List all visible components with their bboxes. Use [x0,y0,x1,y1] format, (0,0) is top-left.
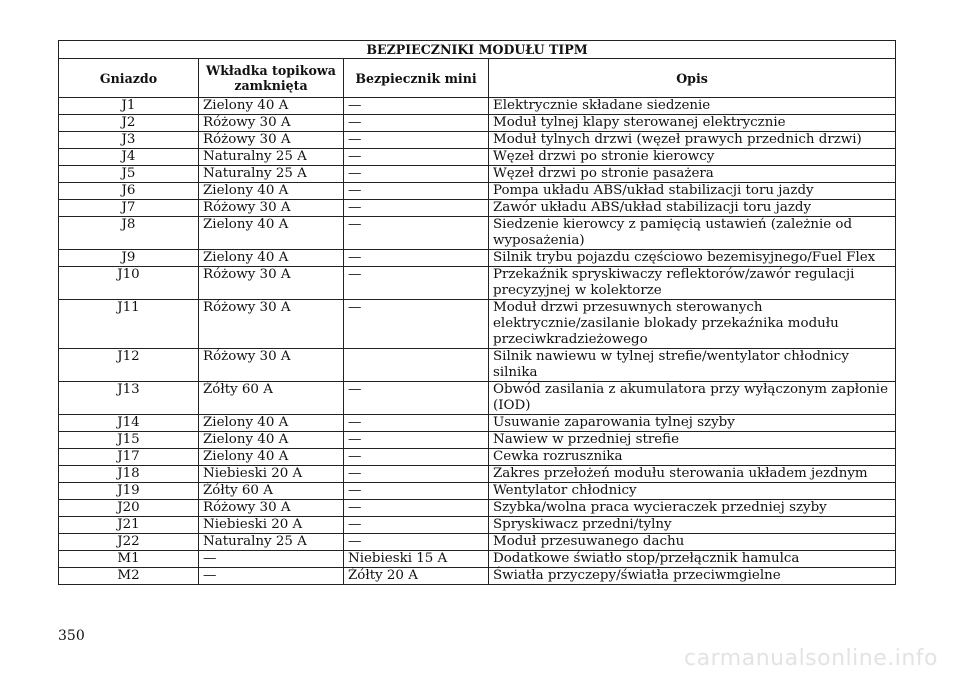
header-row [59,59,896,98]
cell-description: Węzeł drzwi po stronie pasażera [489,166,896,183]
cell-description: Elektrycznie składane siedzenie [489,98,896,115]
cell-description: Cewka rozrusznika [489,449,896,466]
cell-cartridge-fuse: Różowy 30 A [199,349,344,382]
cell-mini-fuse: — [344,200,489,217]
cell-description: Spryskiwacz przedni/tylny [489,517,896,534]
cell-socket: J1 [59,98,199,115]
table-title: BEZPIECZNIKI MODUŁU TIPM [59,41,896,59]
table-row [59,500,896,517]
cell-socket: J4 [59,149,199,166]
cell-socket: J6 [59,183,199,200]
cell-socket: J20 [59,500,199,517]
cell-description: Przekaźnik spryskiwaczy reflektorów/zawór regulacji precyzyjnej w kolektorze [489,267,896,300]
cell-mini-fuse: — [344,415,489,432]
cell-description: Obwód zasilania z akumulatora przy wyłączonym zapłonie (IOD) [489,382,896,415]
cell-cartridge-fuse: Zielony 40 A [199,217,344,250]
cell-mini-fuse: — [344,466,489,483]
page-number: 350 [58,628,85,644]
cell-cartridge-fuse: Zielony 40 A [199,250,344,267]
cell-description: Usuwanie zaparowania tylnej szyby [489,415,896,432]
cell-socket: J12 [59,349,199,382]
table-row [59,382,896,415]
cell-socket: J3 [59,132,199,149]
cell-mini-fuse: Niebieski 15 A [344,551,489,568]
cell-socket: M2 [59,568,199,585]
cell-cartridge-fuse: Niebieski 20 A [199,466,344,483]
cell-cartridge-fuse: Różowy 30 A [199,267,344,300]
header-cartridge-fuse: Wkładka topikowa zamknięta [199,59,344,98]
cell-cartridge-fuse: Zielony 40 A [199,415,344,432]
cell-description: Moduł przesuwanego dachu [489,534,896,551]
table-row [59,200,896,217]
cell-description: Silnik nawiewu w tylnej strefie/wentylator chłodnicy silnika [489,349,896,382]
cell-cartridge-fuse: Zielony 40 A [199,98,344,115]
fuse-rows [59,98,896,585]
table-row [59,534,896,551]
table-row [59,517,896,534]
table-row [59,568,896,585]
cell-description: Silnik trybu pojazdu częściowo bezemisyjnego/Fuel Flex [489,250,896,267]
table-row [59,250,896,267]
table-row [59,183,896,200]
cell-cartridge-fuse: Zielony 40 A [199,432,344,449]
table-row [59,432,896,449]
cell-mini-fuse: — [344,115,489,132]
cell-mini-fuse: — [344,483,489,500]
cell-mini-fuse: Żółty 20 A [344,568,489,585]
cell-mini-fuse: — [344,432,489,449]
cell-description: Zakres przełożeń modułu sterowania układem jezdnym [489,466,896,483]
cell-cartridge-fuse: Naturalny 25 A [199,166,344,183]
cell-mini-fuse: — [344,267,489,300]
table-row [59,415,896,432]
cell-cartridge-fuse: Naturalny 25 A [199,534,344,551]
cell-socket: J21 [59,517,199,534]
cell-mini-fuse [344,349,489,382]
table-row [59,449,896,466]
cell-socket: J8 [59,217,199,250]
cell-socket: J17 [59,449,199,466]
cell-socket: J13 [59,382,199,415]
cell-cartridge-fuse: Niebieski 20 A [199,517,344,534]
cell-mini-fuse: — [344,98,489,115]
cell-mini-fuse: — [344,183,489,200]
table-row [59,300,896,349]
table-row [59,551,896,568]
cell-mini-fuse: — [344,449,489,466]
table-row [59,132,896,149]
cell-socket: J11 [59,300,199,349]
cell-cartridge-fuse: Zielony 40 A [199,449,344,466]
cell-socket: J15 [59,432,199,449]
cell-mini-fuse: — [344,500,489,517]
table-row [59,149,896,166]
cell-cartridge-fuse: Różowy 30 A [199,300,344,349]
cell-cartridge-fuse: Żółty 60 A [199,382,344,415]
cell-socket: J19 [59,483,199,500]
cell-description: Moduł drzwi przesuwnych sterowanych elektrycznie/zasilanie blokady przekaźnika modułu przeciwkradzieżowego [489,300,896,349]
cell-mini-fuse: — [344,382,489,415]
cell-mini-fuse: — [344,300,489,349]
table-row [59,483,896,500]
header-description: Opis [489,59,896,98]
cell-description: Siedzenie kierowcy z pamięcią ustawień (zależnie od wyposażenia) [489,217,896,250]
table-row [59,267,896,300]
cell-socket: J18 [59,466,199,483]
fuse-table [58,40,896,585]
cell-description: Moduł tylnej klapy sterowanej elektrycznie [489,115,896,132]
table-row [59,349,896,382]
table-row [59,115,896,132]
cell-cartridge-fuse: Różowy 30 A [199,200,344,217]
cell-mini-fuse: — [344,534,489,551]
header-mini-fuse: Bezpiecznik mini [344,59,489,98]
cell-description: Światła przyczepy/światła przeciwmgielne [489,568,896,585]
table-row [59,217,896,250]
cell-socket: J7 [59,200,199,217]
cell-description: Pompa układu ABS/układ stabilizacji toru jazdy [489,183,896,200]
cell-socket: J9 [59,250,199,267]
cell-mini-fuse: — [344,166,489,183]
cell-cartridge-fuse: Naturalny 25 A [199,149,344,166]
cell-socket: J5 [59,166,199,183]
cell-description: Wentylator chłodnicy [489,483,896,500]
cell-cartridge-fuse: Różowy 30 A [199,115,344,132]
cell-cartridge-fuse: — [199,568,344,585]
cell-cartridge-fuse: Różowy 30 A [199,500,344,517]
cell-mini-fuse: — [344,517,489,534]
cell-mini-fuse: — [344,217,489,250]
cell-socket: J2 [59,115,199,132]
table-row [59,466,896,483]
header-socket: Gniazdo [59,59,199,98]
cell-description: Dodatkowe światło stop/przełącznik hamulca [489,551,896,568]
cell-description: Moduł tylnych drzwi (węzeł prawych przednich drzwi) [489,132,896,149]
cell-socket: M1 [59,551,199,568]
cell-socket: J10 [59,267,199,300]
watermark: carmanualsonline.info [684,646,938,671]
cell-cartridge-fuse: Różowy 30 A [199,132,344,149]
cell-cartridge-fuse: — [199,551,344,568]
cell-description: Węzeł drzwi po stronie kierowcy [489,149,896,166]
cell-mini-fuse: — [344,132,489,149]
cell-description: Nawiew w przedniej strefie [489,432,896,449]
cell-description: Szybka/wolna praca wycieraczek przedniej szyby [489,500,896,517]
cell-cartridge-fuse: Zielony 40 A [199,183,344,200]
cell-mini-fuse: — [344,149,489,166]
cell-socket: J22 [59,534,199,551]
cell-description: Zawór układu ABS/układ stabilizacji toru jazdy [489,200,896,217]
cell-socket: J14 [59,415,199,432]
table-row [59,166,896,183]
table-row [59,98,896,115]
cell-cartridge-fuse: Żółty 60 A [199,483,344,500]
cell-mini-fuse: — [344,250,489,267]
